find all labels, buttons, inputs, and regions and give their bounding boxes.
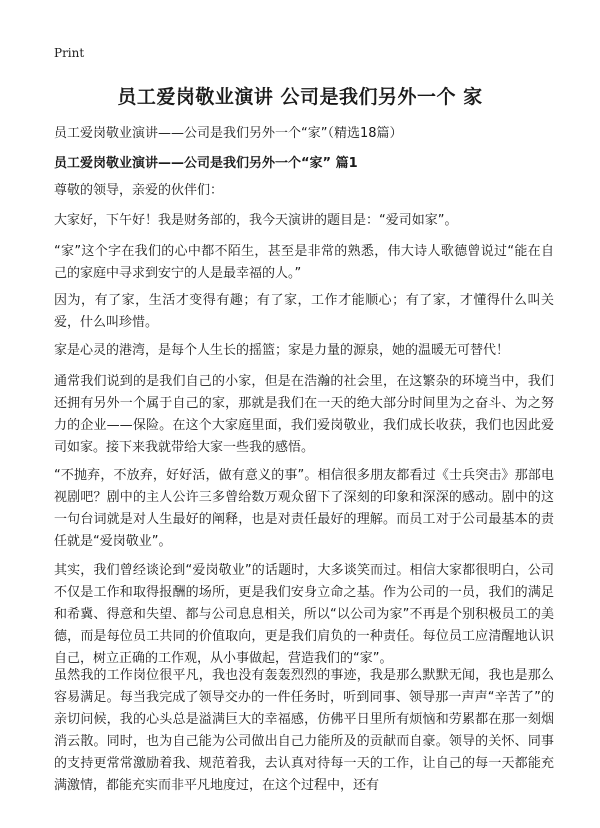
document-subtitle: 员工爱岗敬业演讲——公司是我们另外一个“家”（精选18篇） bbox=[54, 126, 403, 141]
paragraph-because: 因为，有了家，生活才变得有趣；有了家，工作才能顺心；有了家，才懂得什么叫关爱，什么叫珍惜。 bbox=[54, 293, 554, 330]
paragraph-greeting: 尊敬的领导，亲爱的伙伴们： bbox=[54, 183, 224, 198]
paragraph-intro: 大家好，下午好！我是财务部的，我今天演讲的题目是：“爱司如家”。 bbox=[54, 213, 458, 228]
paragraph-harbor: 家是心灵的港湾，是每个人生长的摇篮；家是力量的源泉，她的温暖无可替代！ bbox=[54, 343, 510, 358]
paragraph-soldier: “不抛弃，不放弃，好好活，做有意义的事”。相信很多朋友都看过《士兵突击》那部电视剧吧？剧中的主人公许三多曾给数万观众留下了深刻的印象和深深的感动。剧中的这一句台词就是对人生最好的阐释，也是对责任最好的理解。而员工对于公司最基本的责任就是“爱岗敬业”。 bbox=[54, 468, 554, 549]
paragraph-responsibility: 其实，我们曾经谈论到“爱岗敬业”的话题时，大多谈笑而过。相信大家都很明白，公司不仅是工作和取得报酬的场所，更是我们安身立命之基。作为公司的一员，我们的满足和希冀、得意和失望、都与公司息息相关，所以“以公司为家”不再是个别积极员工的美德，而是每位员工共同的价值取向，更是我们肩负的一种责任。每位员工应清醒地认识自己，树立正确的工作观，从小事做起，营造我们的“家”。 bbox=[54, 563, 554, 666]
document-title: 员工爱岗敬业演讲 公司是我们另外一个 家 bbox=[117, 86, 483, 108]
section-heading: 员工爱岗敬业演讲——公司是我们另外一个“家” 篇1 bbox=[54, 156, 358, 171]
paragraph-my-job: 虽然我的工作岗位很平凡，我也没有轰轰烈烈的事迹，我是那么默默无闻，我也是那么容易满足。每当我完成了领导交办的一件任务时，听到同事、领导那一声声“辛苦了”的亲切问候，我的心头总是溢满巨大的幸福感，仿佛平日里所有烦恼和劳累都在那一刻烟消云散。同时，也为自己能为公司做出自己力能所及的贡献而自豪。领导的关怀、同事的支持更常常激励着我、规范着我，去认真对待每一天的工作，让自己的每一天都能充满激情，都能充实而非平凡地度过，在这个过程中，还有 bbox=[54, 668, 554, 793]
paragraph-company-home: 通常我们说到的是我们自己的小家，但是在浩瀚的社会里，在这繁杂的环境当中，我们还拥有另外一个属于自己的家，那就是我们在一天的绝大部分时间里为之奋斗、为之努力的企业——保险。在这个大家庭里面，我们爱岗敬业，我们成长收获，我们也因此爱司如家。接下来我就带给大家一些我的感悟。 bbox=[54, 374, 554, 455]
print-link[interactable]: Print bbox=[54, 46, 85, 60]
paragraph-home-quote: “家”这个字在我们的心中都不陌生，甚至是非常的熟悉，伟大诗人歌德曾说过“能在自己的家庭中寻求到安宁的人是最幸福的人。” bbox=[54, 244, 554, 281]
